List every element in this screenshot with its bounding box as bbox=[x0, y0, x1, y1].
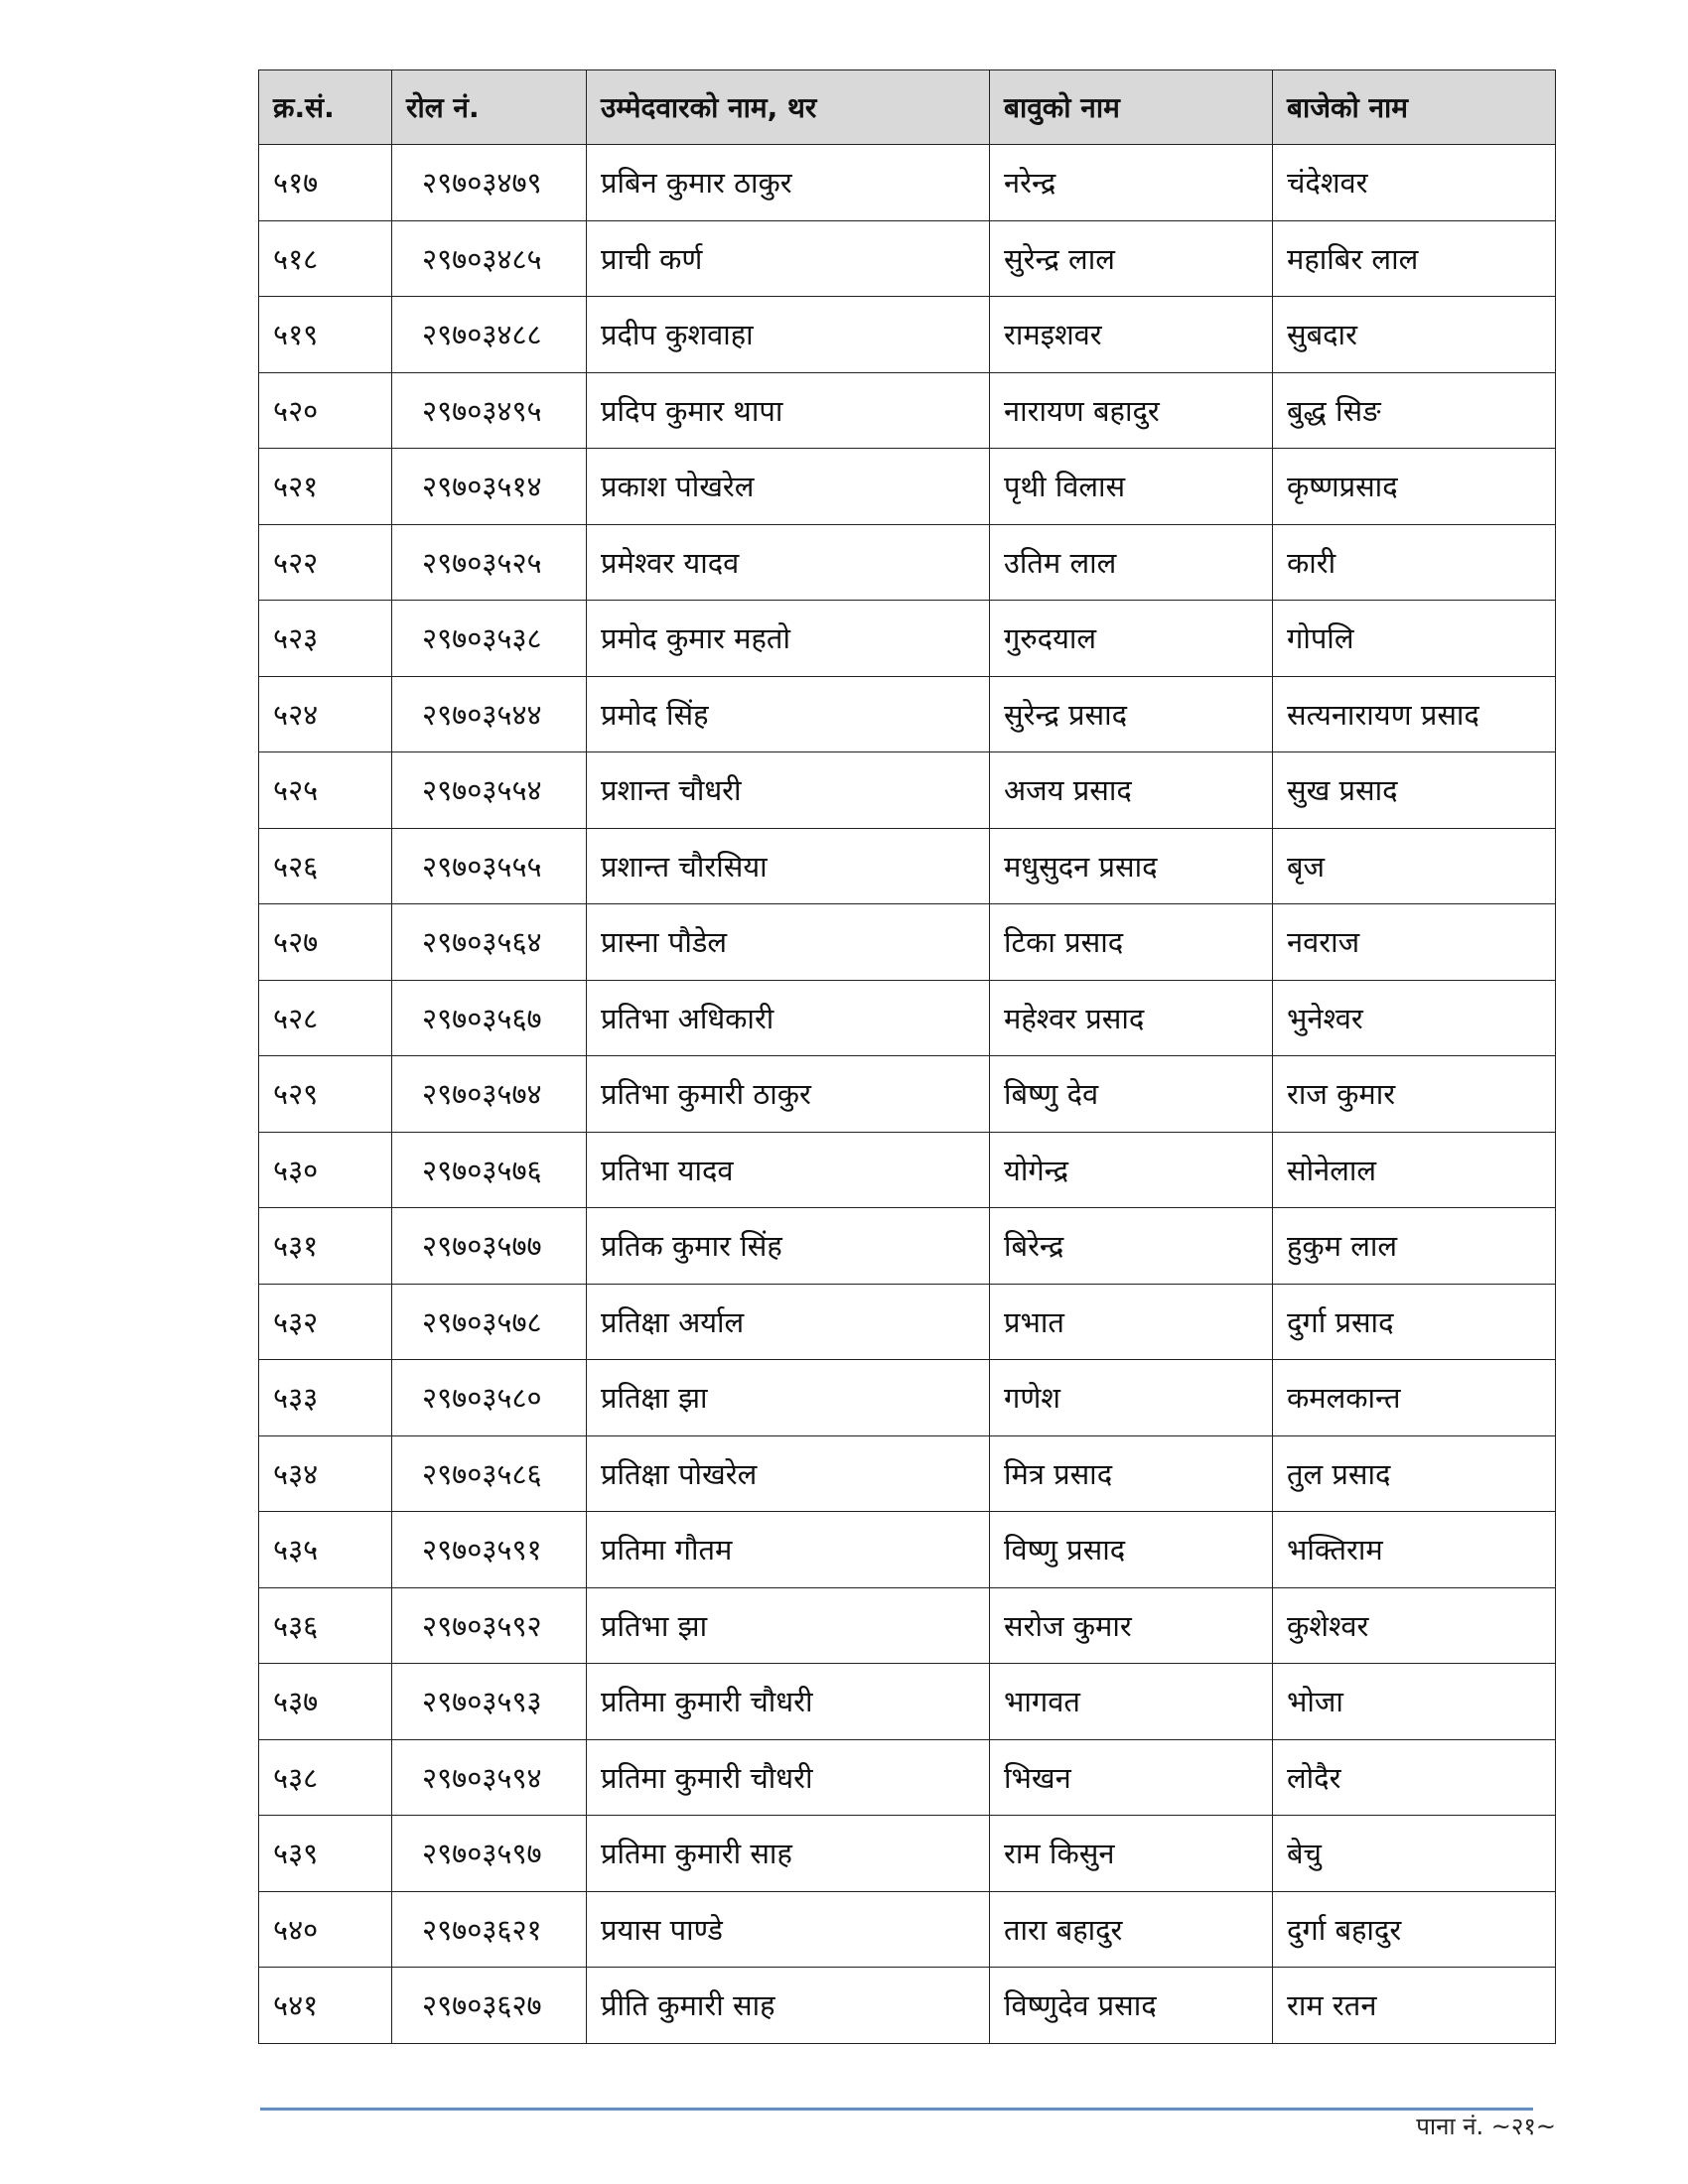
roll-no-cell: २९७०३५९४ bbox=[392, 1739, 587, 1816]
candidate-name-cell: प्रदीप कुशवाहा bbox=[587, 297, 990, 373]
candidate-name-cell: प्रतिमा गौतम bbox=[587, 1512, 990, 1588]
roll-no-cell: २९७०३५९१ bbox=[392, 1512, 587, 1588]
serial-no-cell: ५२४ bbox=[259, 676, 392, 752]
father-name-cell: पृथी विलास bbox=[990, 449, 1273, 525]
grandfather-name-cell: बेचु bbox=[1273, 1816, 1556, 1892]
table-row bbox=[259, 904, 1556, 981]
serial-no-cell: ५२६ bbox=[259, 828, 392, 904]
grandfather-name-cell: दुर्गा बहादुर bbox=[1273, 1891, 1556, 1968]
grandfather-name-cell: सोनेलाल bbox=[1273, 1132, 1556, 1208]
table-row bbox=[259, 1968, 1556, 2044]
grandfather-name-cell: चंदेशवर bbox=[1273, 145, 1556, 221]
candidate-name-cell: प्रबिन कुमार ठाकुर bbox=[587, 145, 990, 221]
father-name-cell: तारा बहादुर bbox=[990, 1891, 1273, 1968]
father-name-cell: सुरेन्द्र प्रसाद bbox=[990, 676, 1273, 752]
serial-no-cell: ५२९ bbox=[259, 1056, 392, 1133]
serial-no-cell: ५३५ bbox=[259, 1512, 392, 1588]
candidate-name-cell: प्रतिक्षा पोखरेल bbox=[587, 1435, 990, 1512]
candidate-name-cell: प्रतिक्षा अर्याल bbox=[587, 1284, 990, 1360]
table-row bbox=[259, 1435, 1556, 1512]
candidate-name-cell: प्रतिभा झा bbox=[587, 1587, 990, 1664]
father-name-cell: टिका प्रसाद bbox=[990, 904, 1273, 981]
serial-no-cell: ५४० bbox=[259, 1891, 392, 1968]
roll-no-cell: २९७०३६२१ bbox=[392, 1891, 587, 1968]
roll-no-cell: २९७०३५७६ bbox=[392, 1132, 587, 1208]
roll-no-cell: २९७०३५८० bbox=[392, 1360, 587, 1436]
father-name-cell: गुरुदयाल bbox=[990, 601, 1273, 677]
roll-no-cell: २९७०३५२५ bbox=[392, 524, 587, 601]
grandfather-name-cell: सुख प्रसाद bbox=[1273, 752, 1556, 829]
father-name-cell: सरोज कुमार bbox=[990, 1587, 1273, 1664]
table-row bbox=[259, 980, 1556, 1056]
table-row bbox=[259, 1208, 1556, 1285]
roll-no-cell: २९७०३५४४ bbox=[392, 676, 587, 752]
serial-no-cell: ५२३ bbox=[259, 601, 392, 677]
father-name-cell: मधुसुदन प्रसाद bbox=[990, 828, 1273, 904]
candidate-name-cell: प्रमोद कुमार महतो bbox=[587, 601, 990, 677]
roll-no-cell: २९७०३४७९ bbox=[392, 145, 587, 221]
roll-no-cell: २९७०३५९७ bbox=[392, 1816, 587, 1892]
serial-no-cell: ५३३ bbox=[259, 1360, 392, 1436]
grandfather-name-cell: राज कुमार bbox=[1273, 1056, 1556, 1133]
father-name-cell: उतिम लाल bbox=[990, 524, 1273, 601]
father-name-cell: सुरेन्द्र लाल bbox=[990, 220, 1273, 297]
table-row bbox=[259, 1816, 1556, 1892]
roll-no-cell: २९७०३४८५ bbox=[392, 220, 587, 297]
serial-no-cell: ५२७ bbox=[259, 904, 392, 981]
grandfather-name-cell: गोपलि bbox=[1273, 601, 1556, 677]
table-row bbox=[259, 752, 1556, 829]
father-name-cell: रामइशवर bbox=[990, 297, 1273, 373]
candidate-name-cell: प्रतिभा कुमारी ठाकुर bbox=[587, 1056, 990, 1133]
table-row bbox=[259, 601, 1556, 677]
roll-no-cell: २९७०३५३८ bbox=[392, 601, 587, 677]
header-serial-no: क्र.सं. bbox=[259, 70, 392, 145]
table-row bbox=[259, 1512, 1556, 1588]
table-row bbox=[259, 220, 1556, 297]
father-name-cell: मित्र प्रसाद bbox=[990, 1435, 1273, 1512]
serial-no-cell: ५३६ bbox=[259, 1587, 392, 1664]
candidate-name-cell: प्रमेश्वर यादव bbox=[587, 524, 990, 601]
candidate-name-cell: प्रदिप कुमार थापा bbox=[587, 372, 990, 449]
father-name-cell: भिखन bbox=[990, 1739, 1273, 1816]
father-name-cell: महेश्वर प्रसाद bbox=[990, 980, 1273, 1056]
table-row bbox=[259, 297, 1556, 373]
table-row bbox=[259, 1360, 1556, 1436]
candidate-name-cell: प्रतिक्षा झा bbox=[587, 1360, 990, 1436]
candidate-name-cell: प्रतिक कुमार सिंह bbox=[587, 1208, 990, 1285]
candidate-name-cell: प्राची कर्ण bbox=[587, 220, 990, 297]
header-row bbox=[259, 70, 1556, 145]
father-name-cell: प्रभात bbox=[990, 1284, 1273, 1360]
table-row bbox=[259, 676, 1556, 752]
serial-no-cell: ५३४ bbox=[259, 1435, 392, 1512]
roll-no-cell: २९७०३५९३ bbox=[392, 1664, 587, 1740]
roll-no-cell: २९७०३५६७ bbox=[392, 980, 587, 1056]
father-name-cell: राम किसुन bbox=[990, 1816, 1273, 1892]
serial-no-cell: ५१७ bbox=[259, 145, 392, 221]
serial-no-cell: ५३२ bbox=[259, 1284, 392, 1360]
table-row bbox=[259, 1284, 1556, 1360]
grandfather-name-cell: भोजा bbox=[1273, 1664, 1556, 1740]
grandfather-name-cell: हुकुम लाल bbox=[1273, 1208, 1556, 1285]
grandfather-name-cell: कमलकान्त bbox=[1273, 1360, 1556, 1436]
roll-no-cell: २९७०३५६४ bbox=[392, 904, 587, 981]
grandfather-name-cell: सुबदार bbox=[1273, 297, 1556, 373]
roll-no-cell: २९७०३५८६ bbox=[392, 1435, 587, 1512]
header-roll-no: रोल नं. bbox=[392, 70, 587, 145]
serial-no-cell: ५२२ bbox=[259, 524, 392, 601]
table-body bbox=[259, 145, 1556, 2044]
roll-no-cell: २९७०३५९२ bbox=[392, 1587, 587, 1664]
candidate-name-cell: प्रीति कुमारी साह bbox=[587, 1968, 990, 2044]
serial-no-cell: ५२१ bbox=[259, 449, 392, 525]
table-row bbox=[259, 449, 1556, 525]
roll-no-cell: २९७०३५७८ bbox=[392, 1284, 587, 1360]
roll-no-cell: २९७०३४८८ bbox=[392, 297, 587, 373]
grandfather-name-cell: कुशेश्वर bbox=[1273, 1587, 1556, 1664]
serial-no-cell: ५१८ bbox=[259, 220, 392, 297]
grandfather-name-cell: राम रतन bbox=[1273, 1968, 1556, 2044]
candidate-name-cell: प्रमोद सिंह bbox=[587, 676, 990, 752]
footer-divider bbox=[260, 2108, 1533, 2111]
father-name-cell: विष्णुदेव प्रसाद bbox=[990, 1968, 1273, 2044]
serial-no-cell: ५१९ bbox=[259, 297, 392, 373]
serial-no-cell: ५३१ bbox=[259, 1208, 392, 1285]
header-father-name: बावुको नाम bbox=[990, 70, 1273, 145]
candidate-name-cell: प्रशान्त चौधरी bbox=[587, 752, 990, 829]
grandfather-name-cell: नवराज bbox=[1273, 904, 1556, 981]
grandfather-name-cell: बृज bbox=[1273, 828, 1556, 904]
serial-no-cell: ५२८ bbox=[259, 980, 392, 1056]
roll-no-cell: २९७०३५५५ bbox=[392, 828, 587, 904]
table-row bbox=[259, 1664, 1556, 1740]
candidate-name-cell: प्रतिमा कुमारी चौधरी bbox=[587, 1739, 990, 1816]
serial-no-cell: ५२० bbox=[259, 372, 392, 449]
father-name-cell: अजय प्रसाद bbox=[990, 752, 1273, 829]
table-header bbox=[259, 70, 1556, 145]
candidate-name-cell: प्रतिभा अधिकारी bbox=[587, 980, 990, 1056]
table-row bbox=[259, 828, 1556, 904]
grandfather-name-cell: दुर्गा प्रसाद bbox=[1273, 1284, 1556, 1360]
grandfather-name-cell: लोदैर bbox=[1273, 1739, 1556, 1816]
table-row bbox=[259, 372, 1556, 449]
serial-no-cell: ५४१ bbox=[259, 1968, 392, 2044]
table-row bbox=[259, 524, 1556, 601]
grandfather-name-cell: भक्तिराम bbox=[1273, 1512, 1556, 1588]
candidate-name-cell: प्रतिमा कुमारी चौधरी bbox=[587, 1664, 990, 1740]
page-number: पाना नं. ~२१~ bbox=[1416, 2113, 1556, 2140]
father-name-cell: नरेन्द्र bbox=[990, 145, 1273, 221]
serial-no-cell: ५३७ bbox=[259, 1664, 392, 1740]
grandfather-name-cell: कृष्णप्रसाद bbox=[1273, 449, 1556, 525]
serial-no-cell: ५३० bbox=[259, 1132, 392, 1208]
table-row bbox=[259, 1132, 1556, 1208]
grandfather-name-cell: सत्यनारायण प्रसाद bbox=[1273, 676, 1556, 752]
candidate-name-cell: प्रकाश पोखरेल bbox=[587, 449, 990, 525]
grandfather-name-cell: महाबिर लाल bbox=[1273, 220, 1556, 297]
father-name-cell: बिरेन्द्र bbox=[990, 1208, 1273, 1285]
table-row bbox=[259, 1739, 1556, 1816]
table-row bbox=[259, 145, 1556, 221]
grandfather-name-cell: भुनेश्वर bbox=[1273, 980, 1556, 1056]
roll-no-cell: २९७०३४९५ bbox=[392, 372, 587, 449]
header-candidate-name: उम्मेदवारको नाम, थर bbox=[587, 70, 990, 145]
candidate-name-cell: प्रयास पाण्डे bbox=[587, 1891, 990, 1968]
father-name-cell: नारायण बहादुर bbox=[990, 372, 1273, 449]
serial-no-cell: ५३८ bbox=[259, 1739, 392, 1816]
candidate-name-cell: प्रास्ना पौडेल bbox=[587, 904, 990, 981]
father-name-cell: भागवत bbox=[990, 1664, 1273, 1740]
candidate-name-cell: प्रतिमा कुमारी साह bbox=[587, 1816, 990, 1892]
header-grandfather-name: बाजेको नाम bbox=[1273, 70, 1556, 145]
father-name-cell: योगेन्द्र bbox=[990, 1132, 1273, 1208]
serial-no-cell: ५३९ bbox=[259, 1816, 392, 1892]
table-row bbox=[259, 1056, 1556, 1133]
father-name-cell: गणेश bbox=[990, 1360, 1273, 1436]
roll-no-cell: २९७०३५१४ bbox=[392, 449, 587, 525]
candidate-name-cell: प्रतिभा यादव bbox=[587, 1132, 990, 1208]
table-row bbox=[259, 1891, 1556, 1968]
grandfather-name-cell: बुद्ध सिङ bbox=[1273, 372, 1556, 449]
results-table bbox=[258, 69, 1556, 2044]
father-name-cell: बिष्णु देव bbox=[990, 1056, 1273, 1133]
roll-no-cell: २९७०३५७७ bbox=[392, 1208, 587, 1285]
father-name-cell: विष्णु प्रसाद bbox=[990, 1512, 1273, 1588]
roll-no-cell: २९७०३६२७ bbox=[392, 1968, 587, 2044]
roll-no-cell: २९७०३५७४ bbox=[392, 1056, 587, 1133]
serial-no-cell: ५२५ bbox=[259, 752, 392, 829]
roll-no-cell: २९७०३५५४ bbox=[392, 752, 587, 829]
grandfather-name-cell: कारी bbox=[1273, 524, 1556, 601]
grandfather-name-cell: तुल प्रसाद bbox=[1273, 1435, 1556, 1512]
candidate-name-cell: प्रशान्त चौरसिया bbox=[587, 828, 990, 904]
table-row bbox=[259, 1587, 1556, 1664]
